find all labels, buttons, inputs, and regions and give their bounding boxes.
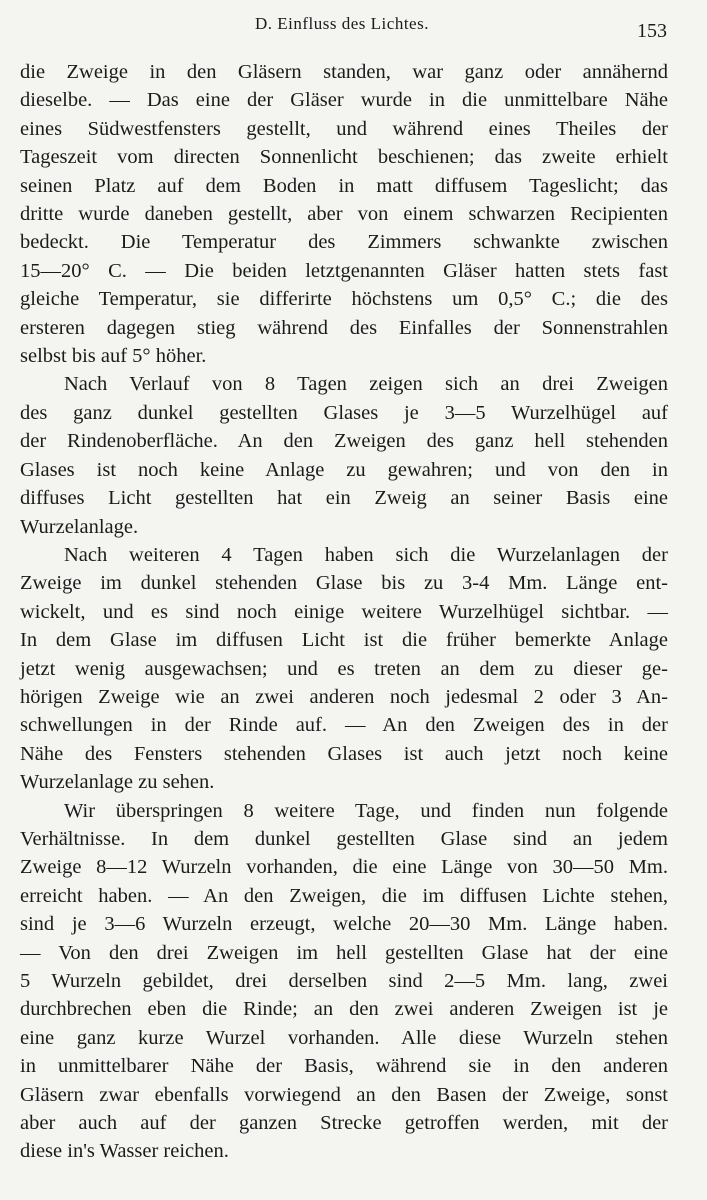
text-line: dritte wurde daneben gestellt, aber von einem schwarzen Recipienten <box>20 203 668 226</box>
text-line: selbst bis auf 5° höher. <box>20 345 207 368</box>
text-line: dieselbe. — Das eine der Gläser wurde in die unmittelbare Nähe <box>20 89 668 112</box>
page-number: 153 <box>637 20 667 42</box>
text-line: gleiche Temperatur, sie differirte höchstens um 0,5° C.; die des <box>20 288 668 311</box>
text-line: eines Südwestfensters gestellt, und während eines Theiles der <box>20 117 668 140</box>
paragraph <box>20 370 668 540</box>
text-line: in unmittelbarer Nähe der Basis, während sie in den anderen <box>20 1055 668 1078</box>
page-header <box>20 14 667 42</box>
text-line: Zweige 8—12 Wurzeln vorhanden, die eine Länge von 30—50 Mm. <box>20 856 668 879</box>
text-line: jetzt wenig ausgewachsen; und es treten an dem zu dieser ge- <box>20 657 668 680</box>
text-line: Verhältnisse. In dem dunkel gestellten Glase sind an jedem <box>20 827 668 850</box>
paragraph <box>20 541 668 797</box>
text-line: erreicht haben. — An den Zweigen, die im diffusen Lichte stehen, <box>20 884 668 907</box>
text-line: Tageszeit vom directen Sonnenlicht beschienen; das zweite erhielt <box>20 146 668 169</box>
running-head: D. Einfluss des Lichtes. <box>255 14 429 33</box>
text-line: diese in's Wasser reichen. <box>20 1140 229 1163</box>
text-line: wickelt, und es sind noch einige weitere Wurzelhügel sichtbar. — <box>20 600 668 623</box>
text-line: Nach weiteren 4 Tagen haben sich die Wurzelanlagen der <box>64 543 668 566</box>
text-line: — Von den drei Zweigen im hell gestellten Glase hat der eine <box>20 941 668 964</box>
paragraph <box>20 797 668 1166</box>
text-line: Glases ist noch keine Anlage zu gewahren; und von den in <box>20 458 668 481</box>
text-line: Wurzelanlage zu sehen. <box>20 771 215 794</box>
text-line: eine ganz kurze Wurzel vorhanden. Alle diese Wurzeln stehen <box>20 1026 668 1049</box>
body-text <box>20 58 668 1166</box>
text-line: 5 Wurzeln gebildet, drei derselben sind 2—5 Mm. lang, zwei <box>20 970 668 992</box>
text-line: Nähe des Fensters stehenden Glases ist auch jetzt noch keine <box>20 742 668 765</box>
text-line: die Zweige in den Gläsern standen, war ganz oder annähernd <box>20 61 668 83</box>
text-line: 15—20° C. — Die beiden letztgenannten Gläser hatten stets fast <box>20 259 668 282</box>
text-line: bedeckt. Die Temperatur des Zimmers schwankte zwischen <box>20 231 668 254</box>
text-line: der Rindenoberfläche. An den Zweigen des ganz hell stehenden <box>20 430 668 453</box>
text-line: Wurzelanlage. <box>20 515 139 538</box>
text-line: Nach Verlauf von 8 Tagen zeigen sich an drei Zweigen <box>64 373 668 396</box>
text-line: hörigen Zweige wie an zwei anderen noch jedesmal 2 oder 3 An- <box>20 685 668 708</box>
text-line: des ganz dunkel gestellten Glases je 3—5 Wurzelhügel auf <box>20 401 668 424</box>
text-line: Zweige im dunkel stehenden Glase bis zu 3-4 Mm. Länge ent- <box>20 572 668 595</box>
text-line: ersteren dagegen stieg während des Einfalles der Sonnenstrahlen <box>20 316 668 339</box>
text-line: aber auch auf der ganzen Strecke getroffen werden, mit der <box>20 1112 668 1135</box>
text-line: diffuses Licht gestellten hat ein Zweig an seiner Basis eine <box>20 487 668 510</box>
text-line: durchbrechen eben die Rinde; an den zwei anderen Zweigen ist je <box>20 998 668 1021</box>
text-line: schwellungen in der Rinde auf. — An den Zweigen des in der <box>20 714 668 737</box>
text-line: Gläsern zwar ebenfalls vorwiegend an den Basen der Zweige, sonst <box>20 1083 668 1106</box>
text-line: sind je 3—6 Wurzeln erzeugt, welche 20—30 Mm. Länge haben. <box>20 913 668 936</box>
text-line: seinen Platz auf dem Boden in matt diffusem Tageslicht; das <box>20 174 668 197</box>
text-line: Wir überspringen 8 weitere Tage, und finden nun folgende <box>64 799 668 822</box>
paragraph <box>20 58 668 370</box>
text-line: In dem Glase im diffusen Licht ist die früher bemerkte Anlage <box>20 629 668 652</box>
